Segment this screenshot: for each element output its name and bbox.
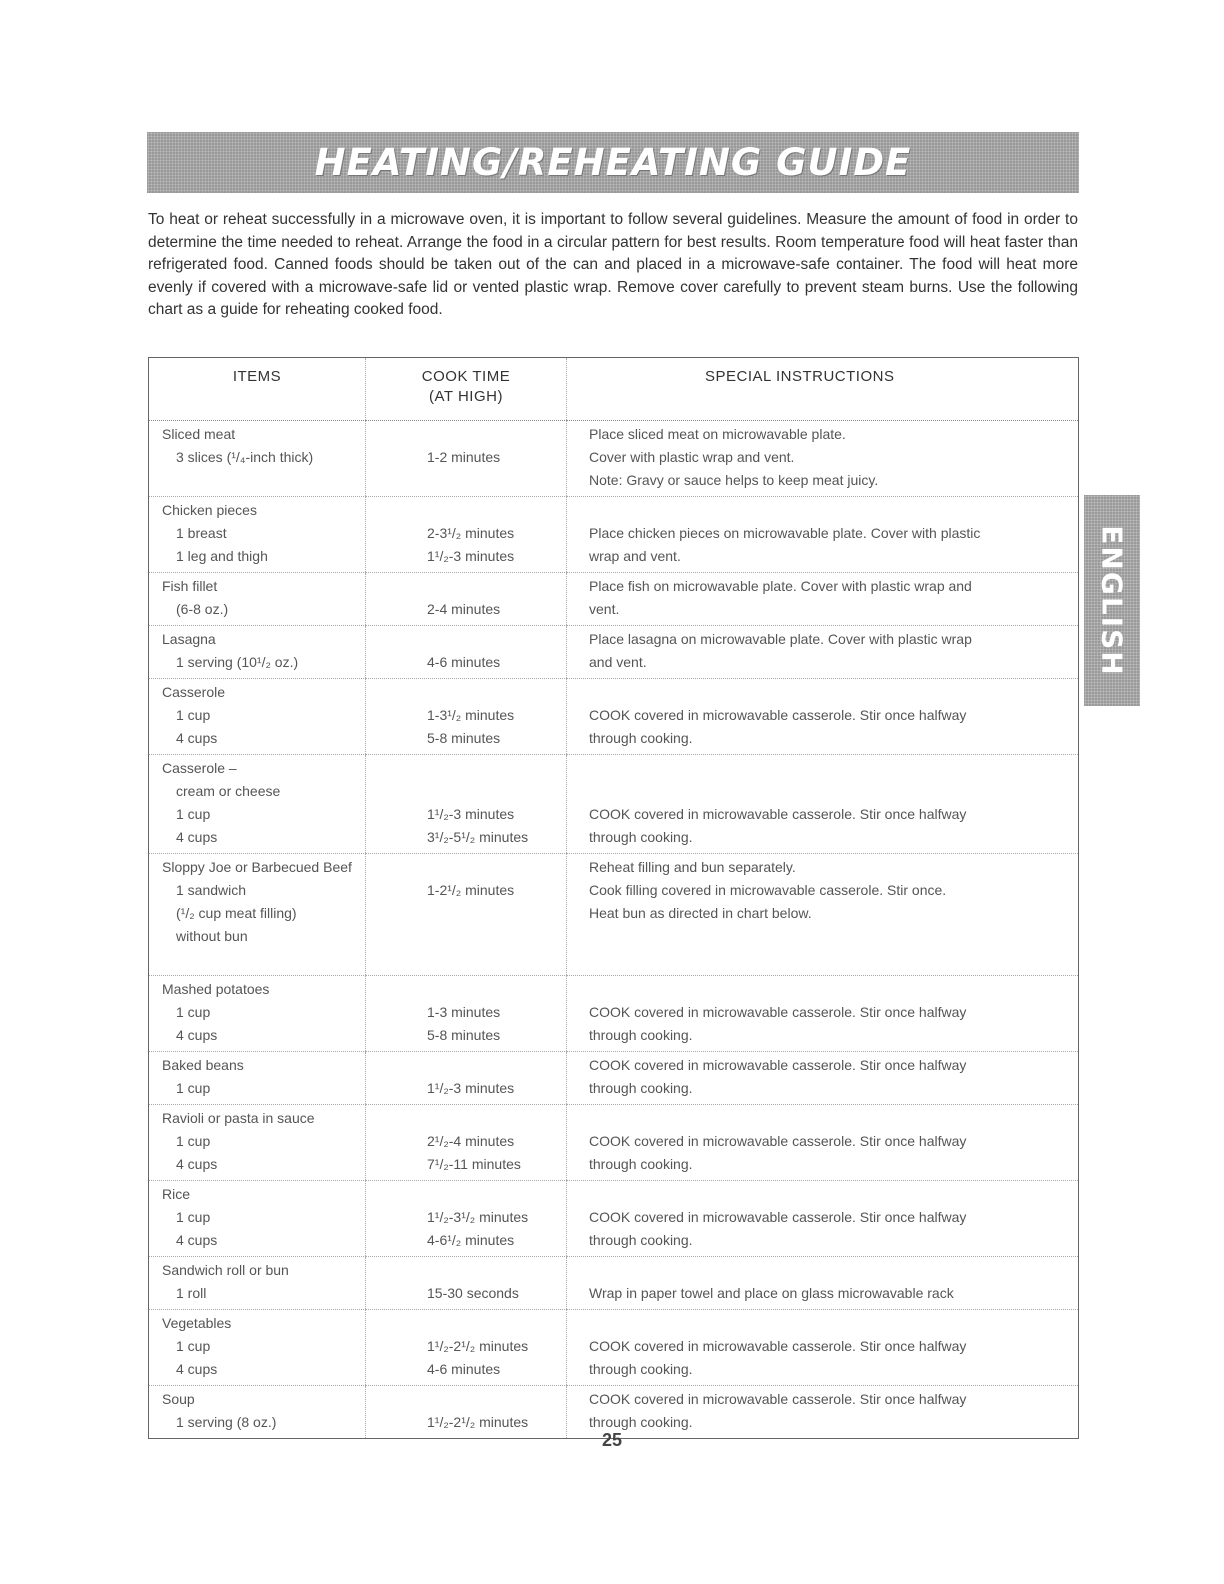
cook-time-cell-line: 2-3¹/₂ minutes bbox=[427, 525, 515, 541]
table-row bbox=[149, 1052, 1079, 1105]
page-title: HEATING/REHEATING GUIDE bbox=[314, 141, 912, 184]
cook-time-cell-line: 1¹/₂-2¹/₂ minutes bbox=[427, 1338, 529, 1354]
instructions-cell-line: COOK covered in microwavable casserole. Stir once halfway bbox=[589, 806, 967, 822]
cook-time-cell-line bbox=[366, 1259, 566, 1282]
item-cell bbox=[149, 854, 366, 976]
instructions-cell-line: COOK covered in microwavable casserole. Stir once halfway bbox=[589, 1338, 967, 1354]
item-cell-line: Ravioli or pasta in sauce bbox=[162, 1110, 315, 1126]
cook-time-cell-line: 5-8 minutes bbox=[427, 730, 501, 746]
table-row bbox=[149, 1181, 1079, 1257]
item-cell-line: 1 cup bbox=[176, 707, 211, 723]
item-cell-line: Casserole – bbox=[162, 760, 237, 776]
cook-time-cell bbox=[366, 976, 567, 1052]
table-row bbox=[149, 679, 1079, 755]
language-tab bbox=[1084, 495, 1140, 706]
instructions-cell-line bbox=[567, 780, 1078, 803]
cook-time-cell-line bbox=[366, 1183, 566, 1206]
item-cell-line: 4 cups bbox=[176, 1361, 218, 1377]
instructions-cell-line bbox=[567, 1259, 1078, 1282]
item-cell-line: 4 cups bbox=[176, 730, 218, 746]
cook-time-cell-line: 2¹/₂-4 minutes bbox=[427, 1133, 515, 1149]
item-cell-line: (¹/₂ cup meat filling) bbox=[176, 905, 297, 921]
title-banner bbox=[147, 132, 1079, 193]
item-cell-line: 1 cup bbox=[176, 1133, 211, 1149]
instructions-cell-line: and vent. bbox=[589, 654, 647, 670]
item-cell bbox=[149, 679, 366, 755]
item-cell-line: Lasagna bbox=[162, 631, 216, 647]
cook-time-cell-line: 1¹/₂-3 minutes bbox=[427, 548, 515, 564]
cook-time-cell-line: 1¹/₂-2¹/₂ minutes bbox=[427, 1414, 529, 1430]
instructions-cell-line bbox=[567, 757, 1078, 780]
cook-time-cell-line bbox=[366, 681, 566, 704]
cook-time-cell-line: 1¹/₂-3 minutes bbox=[427, 1080, 515, 1096]
cook-time-cell-line: 3¹/₂-5¹/₂ minutes bbox=[427, 829, 529, 845]
instructions-cell-line: COOK covered in microwavable casserole. Stir once halfway bbox=[589, 1209, 967, 1225]
instructions-cell-line: through cooking. bbox=[589, 1361, 693, 1377]
item-cell bbox=[149, 1181, 366, 1257]
instructions-cell-line: through cooking. bbox=[589, 829, 693, 845]
item-cell-line: 1 cup bbox=[176, 1004, 211, 1020]
instructions-cell-line: Place fish on microwavable plate. Cover with plastic wrap and bbox=[589, 578, 972, 594]
item-cell-line bbox=[149, 948, 365, 971]
item-cell-line: 1 cup bbox=[176, 1209, 211, 1225]
item-cell-line: Soup bbox=[162, 1391, 195, 1407]
item-cell-line: 1 cup bbox=[176, 1338, 211, 1354]
item-cell-line: Chicken pieces bbox=[162, 502, 257, 518]
instructions-cell-line: Place lasagna on microwavable plate. Cover with plastic wrap bbox=[589, 631, 972, 647]
instructions-cell-line: Place sliced meat on microwavable plate. bbox=[589, 426, 846, 442]
cook-time-cell bbox=[366, 1310, 567, 1386]
cook-time-cell-line bbox=[366, 856, 566, 879]
cook-time-cell bbox=[366, 1105, 567, 1181]
table-row bbox=[149, 573, 1079, 626]
table-header-row bbox=[149, 358, 1079, 421]
table-row bbox=[149, 421, 1079, 497]
instructions-cell-line bbox=[567, 1183, 1078, 1206]
instructions-cell bbox=[567, 1181, 1079, 1257]
instructions-cell-line bbox=[567, 1107, 1078, 1130]
item-cell bbox=[149, 976, 366, 1052]
instructions-cell-line: COOK covered in microwavable casserole. Stir once halfway bbox=[589, 1004, 967, 1020]
instructions-cell bbox=[567, 421, 1079, 497]
cook-time-cell bbox=[366, 679, 567, 755]
item-cell bbox=[149, 626, 366, 679]
instructions-cell-line: Cook filling covered in microwavable casserole. Stir once. bbox=[589, 882, 947, 898]
instructions-cell-line: Wrap in paper towel and place on glass microwavable rack bbox=[589, 1285, 954, 1301]
instructions-cell-line: COOK covered in microwavable casserole. Stir once halfway bbox=[589, 1057, 967, 1073]
instructions-cell bbox=[567, 1052, 1079, 1105]
cook-time-cell-line bbox=[366, 575, 566, 598]
cook-time-cell-line: 5-8 minutes bbox=[427, 1027, 501, 1043]
cook-time-cell-line: 1¹/₂-3 minutes bbox=[427, 806, 515, 822]
item-cell-line: Vegetables bbox=[162, 1315, 232, 1331]
instructions-cell-line: through cooking. bbox=[589, 1156, 693, 1172]
instructions-cell-line: Note: Gravy or sauce helps to keep meat juicy. bbox=[589, 472, 879, 488]
cook-time-cell bbox=[366, 1052, 567, 1105]
instructions-cell bbox=[567, 573, 1079, 626]
instructions-cell-line: Cover with plastic wrap and vent. bbox=[589, 449, 795, 465]
cook-time-cell bbox=[366, 1257, 567, 1310]
cook-time-cell bbox=[366, 421, 567, 497]
instructions-cell-line: COOK covered in microwavable casserole. Stir once halfway bbox=[589, 707, 967, 723]
item-cell-line: 4 cups bbox=[176, 829, 218, 845]
instructions-cell-line bbox=[567, 681, 1078, 704]
item-cell-line: Baked beans bbox=[162, 1057, 244, 1073]
cook-time-cell-line bbox=[366, 1312, 566, 1335]
item-cell bbox=[149, 1310, 366, 1386]
item-cell-line: 4 cups bbox=[176, 1027, 218, 1043]
header-items: ITEMS bbox=[149, 358, 366, 421]
cook-time-cell-line bbox=[366, 1054, 566, 1077]
item-cell bbox=[149, 1257, 366, 1310]
cook-time-cell-line bbox=[366, 628, 566, 651]
item-cell-line: 1 sandwich bbox=[176, 882, 247, 898]
intro-paragraph: To heat or reheat successfully in a microwave oven, it is important to follow several guidelines. Measure the amount of food in order to determine the time needed to reheat. Arrange the food in a circular pattern for best results. Room temperature food will heat faster than refrigerated food. Canned foods should be taken out of the can and placed in a microwave-safe container. The food will heat more evenly if covered with a microwave-safe lid or vented plastic wrap. Remove cover carefully to prevent steam burns. Use the following chart as a guide for reheating cooked food. bbox=[148, 211, 1078, 318]
item-cell-line: Mashed potatoes bbox=[162, 981, 270, 997]
item-cell bbox=[149, 755, 366, 854]
item-cell-line: (6-8 oz.) bbox=[176, 601, 229, 617]
instructions-cell-line: vent. bbox=[589, 601, 620, 617]
instructions-cell-line: Heat bun as directed in chart below. bbox=[589, 905, 812, 921]
cook-time-cell-line: 4-6 minutes bbox=[427, 654, 501, 670]
cook-time-cell-line bbox=[366, 499, 566, 522]
cook-time-cell bbox=[366, 497, 567, 573]
instructions-cell bbox=[567, 976, 1079, 1052]
instructions-cell bbox=[567, 626, 1079, 679]
cook-time-cell-line bbox=[366, 1107, 566, 1130]
instructions-cell bbox=[567, 497, 1079, 573]
item-cell-line: 1 cup bbox=[176, 806, 211, 822]
item-cell-line: 3 slices (¹/₄-inch thick) bbox=[176, 449, 314, 465]
header-cook-time bbox=[366, 358, 567, 421]
instructions-cell bbox=[567, 1310, 1079, 1386]
item-cell-line: 1 breast bbox=[176, 525, 227, 541]
item-cell-line: 4 cups bbox=[176, 1156, 218, 1172]
table-body bbox=[149, 421, 1079, 1439]
instructions-cell-line: through cooking. bbox=[589, 1080, 693, 1096]
instructions-cell bbox=[567, 679, 1079, 755]
instructions-cell-line bbox=[567, 978, 1078, 1001]
instructions-cell-line: COOK covered in microwavable casserole. Stir once halfway bbox=[589, 1133, 967, 1149]
item-cell bbox=[149, 421, 366, 497]
item-cell-line: 1 leg and thigh bbox=[176, 548, 268, 564]
cook-time-cell-line: 1-3 minutes bbox=[427, 1004, 501, 1020]
item-cell-line: without bun bbox=[176, 928, 248, 944]
item-cell-line: Casserole bbox=[162, 684, 226, 700]
item-cell bbox=[149, 1052, 366, 1105]
cook-time-cell-line: 1-2 minutes bbox=[427, 449, 501, 465]
instructions-cell-line: through cooking. bbox=[589, 1232, 693, 1248]
cook-time-cell-line bbox=[366, 757, 566, 780]
instructions-cell bbox=[567, 1257, 1079, 1310]
reheating-guide-table bbox=[148, 357, 1079, 1439]
item-cell-line: Rice bbox=[162, 1186, 191, 1202]
cook-time-cell bbox=[366, 755, 567, 854]
item-cell-line: 1 serving (8 oz.) bbox=[176, 1414, 277, 1430]
instructions-cell-line: COOK covered in microwavable casserole. Stir once halfway bbox=[589, 1391, 967, 1407]
instructions-cell-line: wrap and vent. bbox=[589, 548, 681, 564]
page-number: 25 bbox=[601, 1430, 623, 1450]
cook-time-cell-line: 2-4 minutes bbox=[427, 601, 501, 617]
cook-time-cell-line: 15-30 seconds bbox=[427, 1285, 519, 1301]
table-row bbox=[149, 497, 1079, 573]
cook-time-cell-line: 7¹/₂-11 minutes bbox=[427, 1156, 521, 1172]
cook-time-cell-line bbox=[366, 1388, 566, 1411]
header-special-instructions: SPECIAL INSTRUCTIONS bbox=[567, 358, 1079, 421]
item-cell-line: Sandwich roll or bun bbox=[162, 1262, 289, 1278]
cook-time-cell-line bbox=[366, 780, 566, 803]
instructions-cell-line: Reheat filling and bun separately. bbox=[589, 859, 796, 875]
cook-time-cell-line: 1-2¹/₂ minutes bbox=[427, 882, 515, 898]
cook-time-cell-line: 1-3¹/₂ minutes bbox=[427, 707, 515, 723]
instructions-cell-line: Place chicken pieces on microwavable plate. Cover with plastic bbox=[589, 525, 981, 541]
item-cell-line: Sloppy Joe or Barbecued Beef bbox=[162, 859, 352, 875]
cook-time-cell bbox=[366, 573, 567, 626]
item-cell-line: 1 cup bbox=[176, 1080, 211, 1096]
item-cell-line: 4 cups bbox=[176, 1232, 218, 1248]
cook-time-cell bbox=[366, 626, 567, 679]
item-cell bbox=[149, 1105, 366, 1181]
instructions-cell-line bbox=[567, 1312, 1078, 1335]
table-row bbox=[149, 854, 1079, 976]
instructions-cell bbox=[567, 1105, 1079, 1181]
instructions-cell bbox=[567, 755, 1079, 854]
cook-time-cell-line: 1¹/₂-3¹/₂ minutes bbox=[427, 1209, 529, 1225]
table-row bbox=[149, 976, 1079, 1052]
table-row bbox=[149, 1257, 1079, 1310]
instructions-cell-line: through cooking. bbox=[589, 1027, 693, 1043]
item-cell-line: cream or cheese bbox=[176, 783, 281, 799]
instructions-cell-line bbox=[567, 499, 1078, 522]
item-cell-line: 1 roll bbox=[176, 1285, 207, 1301]
cook-time-cell-line bbox=[366, 423, 566, 446]
cook-time-cell-line: 4-6¹/₂ minutes bbox=[427, 1232, 515, 1248]
item-cell bbox=[149, 573, 366, 626]
instructions-cell-line: through cooking. bbox=[589, 1414, 693, 1430]
cook-time-cell bbox=[366, 854, 567, 976]
item-cell-line: Sliced meat bbox=[162, 426, 236, 442]
header-cook-time-line1: COOK TIME bbox=[421, 368, 511, 385]
item-cell bbox=[149, 497, 366, 573]
item-cell-line: Fish fillet bbox=[162, 578, 218, 594]
cook-time-cell-line bbox=[366, 978, 566, 1001]
language-tab-label: ENGLISH bbox=[1095, 524, 1129, 677]
table-row bbox=[149, 1105, 1079, 1181]
cook-time-cell bbox=[366, 1181, 567, 1257]
table-row bbox=[149, 755, 1079, 854]
table-row bbox=[149, 626, 1079, 679]
item-cell-line: 1 serving (10¹/₂ oz.) bbox=[176, 654, 299, 670]
table-row bbox=[149, 1310, 1079, 1386]
cook-time-cell-line: 4-6 minutes bbox=[427, 1361, 501, 1377]
instructions-cell-line: through cooking. bbox=[589, 730, 693, 746]
header-cook-time-line2: (AT HIGH) bbox=[429, 388, 503, 405]
instructions-cell bbox=[567, 854, 1079, 976]
